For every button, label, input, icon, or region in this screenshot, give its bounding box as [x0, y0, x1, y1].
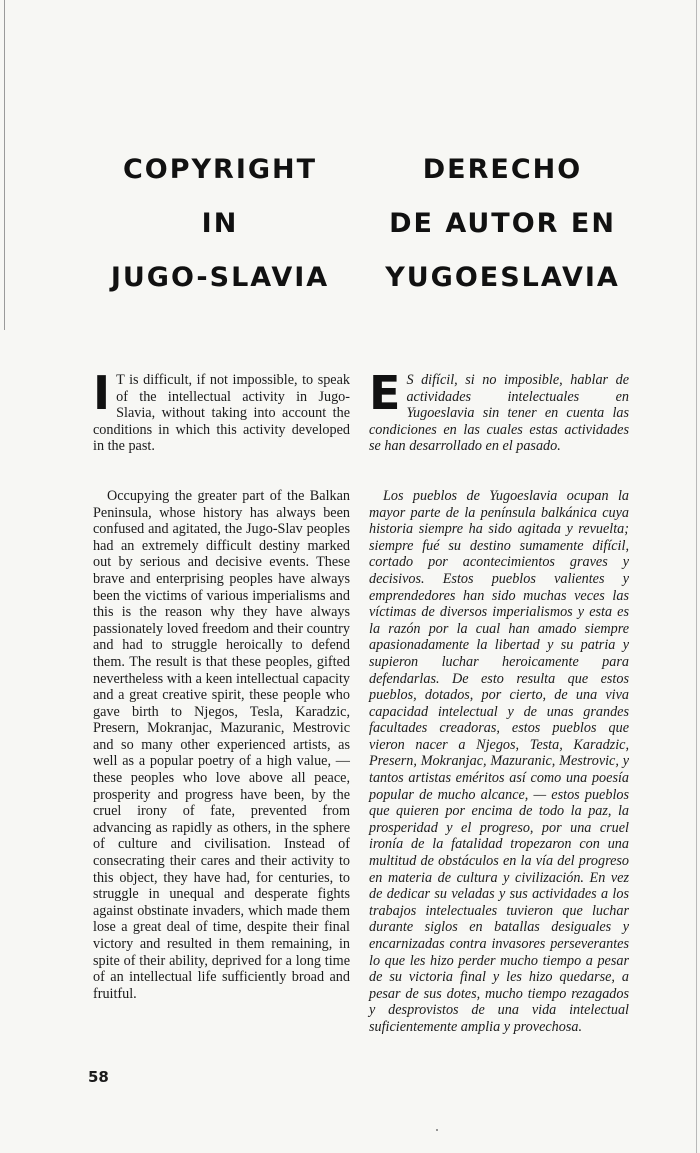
- title-english: [90, 143, 350, 305]
- english-lead-text: T is difficult, if not impossible, to speak of the intellectual activity in Jugo-Slavia, without taking into account the conditions in which this activity developed in the past.: [93, 372, 350, 455]
- english-column: [93, 366, 350, 1002]
- print-speck: [436, 1129, 438, 1131]
- page-fold-left: [4, 0, 5, 330]
- english-lead-paragraph: [93, 366, 350, 455]
- title-english-line-3: JUGO-SLAVIA: [110, 262, 330, 293]
- english-body-paragraph: Occupying the greater part of the Balkan Peninsula, whose history has always been confused and agitated, the Jugo-Slav peoples had an extremely difficult destiny marked out by serious and decisive events. These brave and enterprising peoples have always been the victims of various imperialisms and this is the reason why they have always passionately loved freedom and their country and had to struggle heroically to defend them. The result is that these peoples, gifted nevertheless with a keen intellectual capacity and a great creative spirit, these people who gave birth to Njegos, Tesla, Karadzic, Presern, Mokranjac, Mazuranic, Mestrovic and so many other experienced artists, as well as a popular poetry of a high value, — these peoples who love above all peace, prosperity and progress have been, by the cruel irony of fate, prevented from advancing as rapidly as others, in the sphere of culture and civilisation. Instead of consecrating their cares and their activity to this object, they have had, for centuries, to struggle in unequal and desperate fights against obstinate invaders, which made them lose a great deal of time, despite their final victory and resulted in them remaining, in spite of their ability, deprived for a long time of an intellectual life sufficiently broad and fruitful.: [93, 487, 350, 1002]
- page-fold-right: [696, 0, 697, 1153]
- title-spanish: [360, 143, 645, 305]
- spanish-lead-text: S difícil, si no imposible, hablar de actividades intelectuales en Yugoeslavia sin tener en cuenta las condiciones en las cuales estas actividades se han desarrollado en el pasado.: [369, 372, 629, 455]
- page-number: 58: [88, 1068, 109, 1086]
- title-spanish-line-2: DE AUTOR EN: [389, 208, 616, 239]
- title-english-line-1: COPYRIGHT: [122, 154, 318, 185]
- spanish-column: [369, 366, 629, 1036]
- spanish-dropcap: E: [369, 366, 401, 420]
- english-dropcap: I: [93, 366, 111, 420]
- spanish-body-paragraph: Los pueblos de Yugoeslavia ocupan la mayor parte de la península balkánica cuya historia siempre ha sido agitada y revuelta; siempre fué su destino sumamente difícil, cortado por acontecimientos graves y decisivos. Estos pueblos valientes y emprendedores han sido muchas veces las víctimas de diversos imperialismos y esta es la razón por la cual han amado siempre apasionadamente la libertad y su patria y supieron luchar heroicamente para defendarlas. De esto resulta que estos pueblos, dotados, por cierto, de una viva capacidad intelectual y de unas grandes facultades creadoras, estos pueblos que vieron nacer a Njegos, Testa, Karadzic, Presern, Mokranjac, Mazuranic, Mestrovic, y tantos artistas eméritos así como una poesía popular de mucho alcance, — estos pueblos que quieren por encima de todo la paz, la prosperidad y el progreso, por una cruel ironía de la fatalidad tropezaron con una multitud de obstáculos en la vía del progreso en materia de cultura y civilización. En vez de dedicar su veladas y sus actividades a los trabajos intelectuales tuvieron que luchar durante siglos en batallas desiguales y encarnizadas contra invasores perseverantes lo que les hizo perder mucho tiempo a pesar de su victoria final y les hizo quedarse, a pesar de sus dotes, mucho tiempo rezagados y desprovistos de una vida intelectual suficientemente amplia y provechosa.: [369, 487, 629, 1035]
- title-spanish-line-3: YUGOESLAVIA: [385, 262, 620, 293]
- title-english-line-2: IN: [201, 208, 239, 239]
- spanish-lead-paragraph: [369, 366, 629, 455]
- title-spanish-line-1: DERECHO: [422, 154, 583, 185]
